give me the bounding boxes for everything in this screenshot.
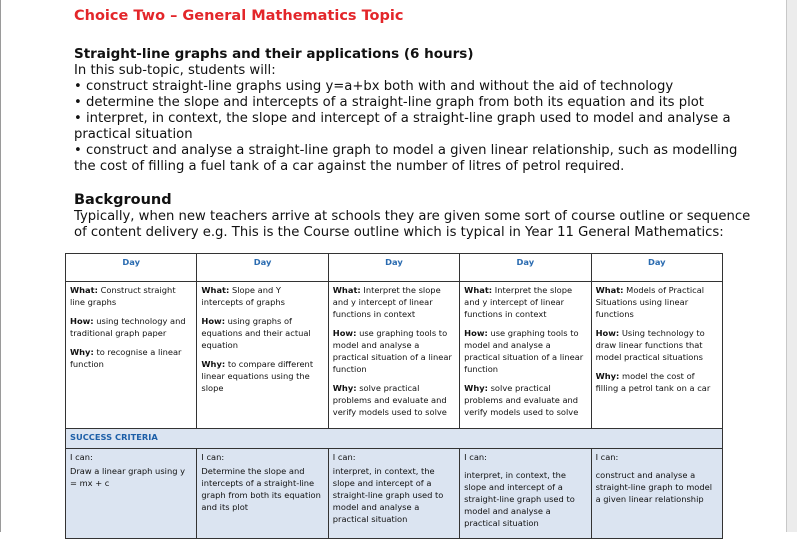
bullet-text: construct and analyse a straight-line graph to model a given linear relationship, such as modelling (86, 143, 738, 158)
lesson-cell (591, 282, 722, 429)
bullet-item: • construct and analyse a straight-line graph to model a given linear relationship, such as modelling (74, 143, 738, 158)
scrollbar-track[interactable] (787, 0, 797, 532)
why-label: Why: (201, 359, 226, 369)
day-header: Day (328, 254, 459, 282)
how-text: Using technology to draw linear functions that model practical situations (595, 328, 705, 362)
what-label: What: (464, 285, 493, 295)
lesson-cell (328, 282, 459, 429)
what-label: What: (70, 285, 98, 295)
how-label: How: (464, 328, 488, 338)
lesson-cell (460, 282, 591, 429)
what-text: Slope and Y intercepts of graphs (201, 285, 285, 307)
success-criteria-heading: SUCCESS CRITERIA (66, 429, 723, 449)
i-can-text: Draw a linear graph using y = mx + c (70, 466, 186, 488)
i-can-cell (66, 449, 197, 539)
document-body (74, 6, 774, 241)
subtopic-intro: In this sub-topic, students will: (74, 63, 276, 78)
i-can-text: construct and analyse a straight-line graph to model a given linear relationship (595, 470, 713, 504)
day-header-row (66, 254, 723, 282)
i-can-text: Determine the slope and intercepts of a straight-line graph from both its equation and its plot (201, 466, 321, 512)
why-text: to compare different linear equations using the slope (201, 359, 314, 393)
why-text: to recognise a linear function (70, 347, 182, 369)
why-label: Why: (70, 347, 94, 357)
why-text: solve practical problems and evaluate and verify models used to solve (332, 383, 447, 417)
why-label: Why: (595, 371, 620, 381)
background-title: Background (74, 192, 172, 208)
i-can-label: I can: (332, 452, 356, 462)
how-label: How: (201, 316, 226, 326)
i-can-cell (460, 449, 591, 539)
i-can-cell (591, 449, 722, 539)
why-label: Why: (464, 383, 488, 393)
how-text: using technology and traditional graph paper (70, 316, 186, 338)
what-text: Interpret the slope and y intercept of linear functions in context (464, 285, 573, 319)
i-can-label: I can: (464, 452, 487, 462)
page-border-left (0, 0, 1, 532)
how-text: use graphing tools to model and analyse a practical situation of a linear function (332, 328, 452, 374)
lesson-cell (197, 282, 328, 429)
i-can-row (66, 449, 723, 539)
how-text: use graphing tools to model and analyse a practical situation of a linear function (464, 328, 584, 374)
i-can-cell (197, 449, 328, 539)
day-header: Day (460, 254, 591, 282)
how-label: How: (595, 328, 620, 338)
bullet-text: interpret, in context, the slope and intercept of a straight-line graph used to model and analyse a (86, 111, 731, 126)
i-can-cell (328, 449, 459, 539)
why-text: solve practical problems and evaluate and verify models used to solve (464, 383, 579, 417)
how-label: How: (70, 316, 94, 326)
what-text: Construct straight line graphs (70, 285, 176, 307)
bullet-item: • interpret, in context, the slope and intercept of a straight-line graph used to model and analyse a (74, 111, 731, 126)
day-header: Day (66, 254, 197, 282)
i-can-label: I can: (595, 452, 619, 462)
bullet-text: construct straight-line graphs using y=a+bx both with and without the aid of technology (86, 79, 674, 94)
background-line-2: of content delivery e.g. This is the Course outline which is typical in Year 11 General Mathematics: (74, 225, 724, 240)
lesson-cell (66, 282, 197, 429)
what-label: What: (201, 285, 230, 295)
i-can-label: I can: (70, 452, 93, 462)
how-text: using graphs of equations and their actual equation (201, 316, 311, 350)
what-text: Models of Practical Situations using linear functions (595, 285, 705, 319)
day-header: Day (197, 254, 328, 282)
bullet-continuation: the cost of filling a fuel tank of a car against the number of litres of petrol required. (74, 159, 625, 174)
what-text: Interpret the slope and y intercept of linear functions in context (332, 285, 441, 319)
i-can-text: interpret, in context, the slope and intercept of a straight-line graph used to model and analyse a practical situation (464, 470, 575, 528)
what-label: What: (332, 285, 361, 295)
how-label: How: (332, 328, 357, 338)
course-outline-table (65, 253, 723, 539)
bullet-text: determine the slope and intercepts of a straight-line graph from both its equation and its plot (86, 95, 704, 110)
what-label: What: (595, 285, 624, 295)
why-label: Why: (332, 383, 357, 393)
choice-heading: Choice Two – General Mathematics Topic (74, 8, 404, 24)
day-header: Day (591, 254, 722, 282)
i-can-label: I can: (201, 452, 225, 462)
bullet-item: • construct straight-line graphs using y=a+bx both with and without the aid of technology (74, 79, 674, 94)
i-can-text: interpret, in context, the slope and intercept of a straight-line graph used to model and analyse a practical situation (332, 466, 444, 524)
lesson-content-row (66, 282, 723, 429)
subtopic-title: Straight-line graphs and their applications (6 hours) (74, 46, 474, 62)
success-criteria-row (66, 429, 723, 449)
bullet-item: • determine the slope and intercepts of a straight-line graph from both its equation and its plot (74, 95, 704, 110)
bullet-continuation: practical situation (74, 127, 193, 142)
background-line-1: Typically, when new teachers arrive at schools they are given some sort of course outline or sequence (74, 209, 751, 224)
why-text: model the cost of filling a petrol tank on a car (595, 371, 711, 393)
